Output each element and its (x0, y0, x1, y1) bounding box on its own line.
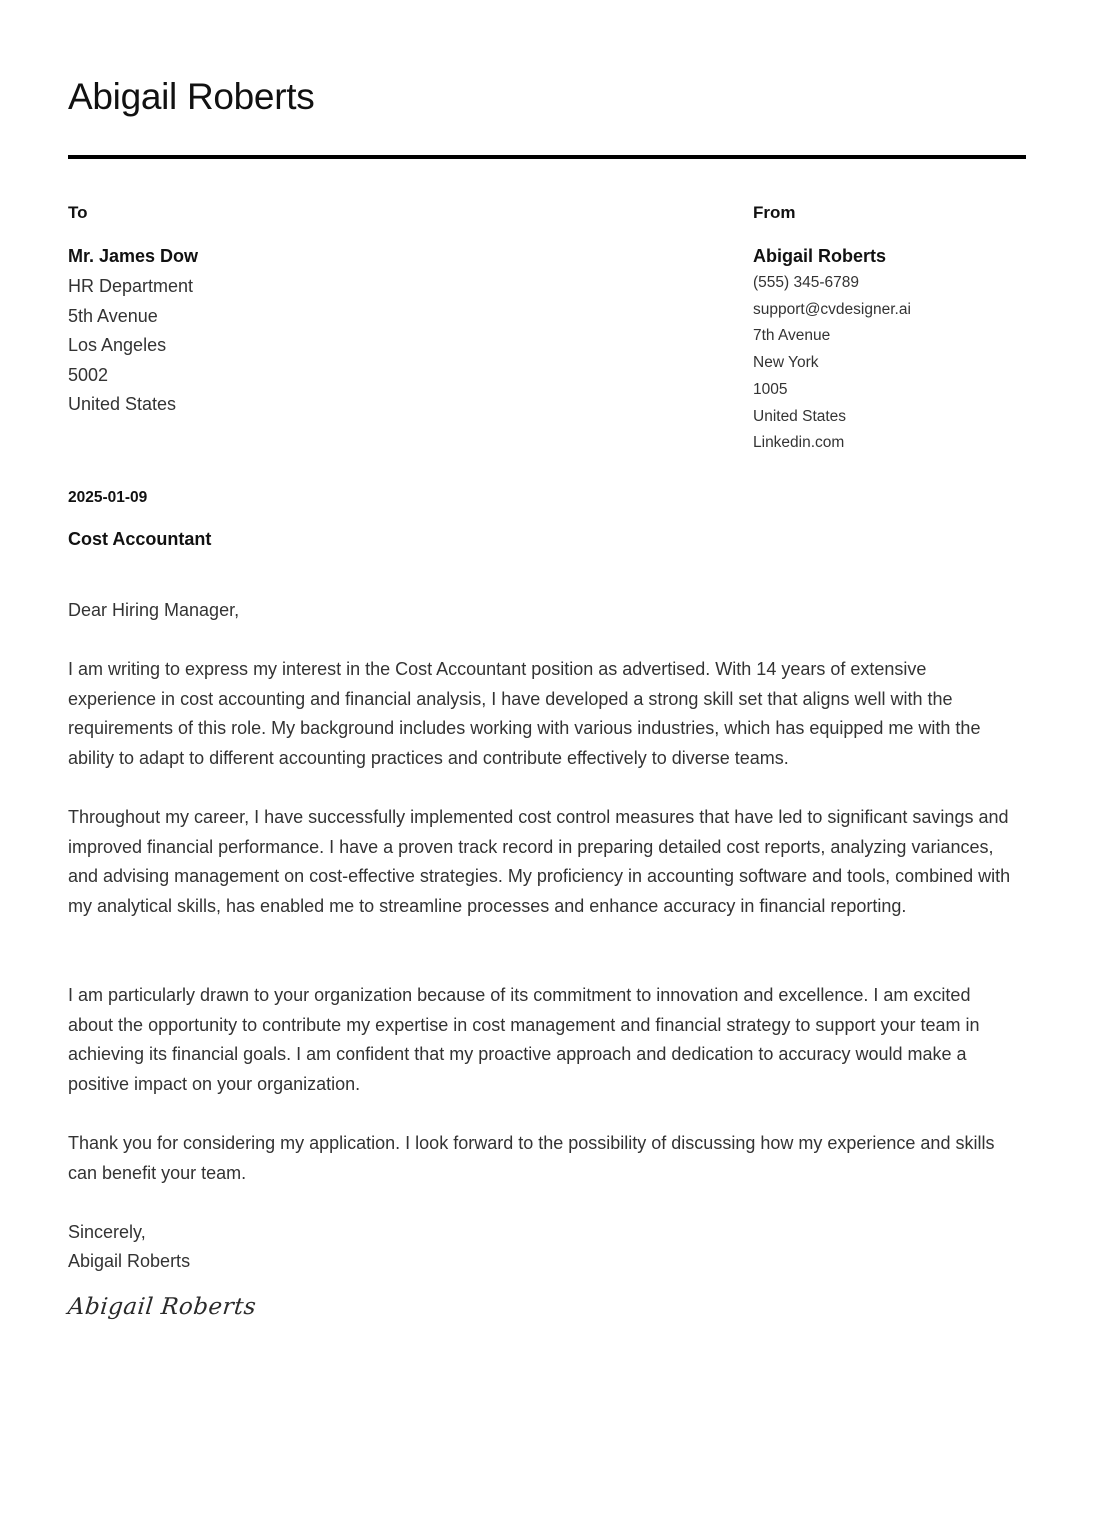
sender-block (753, 202, 911, 457)
sender-email: support@cvdesigner.ai (753, 300, 911, 318)
letter-date: 2025-01-09 (68, 489, 148, 506)
sender-phone: (555) 345-6789 (753, 274, 859, 291)
body-paragraph-3: I am particularly drawn to your organization because of its commitment to innovation and excellence. I am excited about the opportunity to contribute my expertise in cost management and financial strategy to support your team in achieving its financial goals. I am confident that my proactive approach and dedication to accuracy would make a positive impact on your organization. (68, 985, 980, 1094)
recipient-street: 5th Avenue (68, 305, 158, 326)
recipient-block (68, 202, 198, 420)
handwritten-signature: Abigail Roberts (66, 1294, 258, 1320)
body-paragraph-2: Throughout my career, I have successfully implemented cost control measures that have led to significant savings and improved financial performance. I have a proven track record in preparing detailed cost reports, analyzing variances, and advising management on cost-effective strategies. My proficiency in accounting software and tools, combined with my analytical skills, has enabled me to streamline processes and enhance accuracy in financial reporting. (68, 807, 1011, 916)
sender-country: United States (753, 407, 847, 425)
page-title: Abigail Roberts (68, 76, 315, 117)
letter-subject: Cost Accountant (68, 529, 212, 549)
recipient-city: Los Angeles (68, 335, 167, 355)
sender-name: Abigail Roberts (753, 246, 887, 266)
body-paragraph-4: Thank you for considering my application. I look forward to the possibility of discussing how my experience and skills can benefit your team. (68, 1133, 995, 1183)
sender-street: 7th Avenue (753, 327, 831, 345)
sender-linkedin: Linkedin.com (753, 434, 845, 452)
recipient-country: United States (68, 394, 177, 414)
closing-name: Abigail Roberts (68, 1251, 191, 1271)
closing-block (68, 1218, 190, 1276)
sender-city: New York (753, 354, 819, 372)
body-paragraph-1: I am writing to express my interest in the Cost Accountant position as advertised. With 14 years of extensive experience in cost accounting and financial analysis, I have developed a strong skill set that aligns well with the requirements of this role. My background includes working with various industries, which has equipped me with the ability to adapt to different accounting practices and contribute effectively to diverse teams. (68, 659, 981, 768)
closing-phrase: Sincerely, (68, 1222, 146, 1242)
recipient-department: HR Department (68, 276, 194, 296)
to-label: To (68, 203, 88, 222)
recipient-postal-code: 5002 (68, 364, 109, 385)
salutation: Dear Hiring Manager, (68, 600, 240, 620)
recipient-name: Mr. James Dow (68, 246, 199, 266)
header-divider (68, 155, 1026, 159)
sender-postal-code: 1005 (753, 380, 788, 398)
from-label: From (753, 203, 796, 222)
